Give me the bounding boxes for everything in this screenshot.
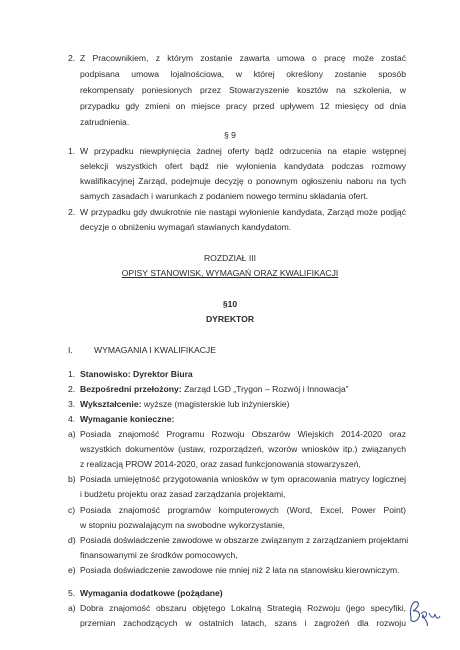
letter-mark: b) — [68, 474, 76, 484]
text-line: zatrudnienia. — [80, 117, 130, 127]
item-number: 2. — [68, 207, 76, 217]
item-number: 4. — [68, 414, 76, 424]
item-number: 3. — [68, 399, 76, 409]
text-line: samych zasadach i warunkach z podaniem nowego terminu składania ofert. — [80, 191, 369, 201]
item-number: 2. — [68, 53, 76, 63]
item-label: Wymagania dodatkowe (pożądane) — [80, 588, 223, 598]
item-label: Stanowisko: Dyrektor Biura — [80, 369, 193, 379]
item-value: Zarząd LGD „Trygon – Rozwój i Innowacja” — [181, 384, 349, 394]
text-line: Dobra znajomość obszaru objętego Lokalną Strategią Rozwoju (jego specyfiki, — [80, 603, 406, 613]
letter-mark: a) — [68, 429, 76, 439]
letter-mark: c) — [68, 505, 76, 515]
handwritten-initials — [405, 596, 445, 626]
list-item — [80, 384, 349, 395]
text-line: finansowanymi ze środków pomocowych, — [80, 550, 238, 560]
list-item — [80, 399, 290, 410]
item-value: wyższe (magisterskie lub inżynierskie) — [141, 399, 290, 409]
item-number: 1. — [68, 369, 76, 379]
text-line: Posiada doświadczenie zawodowe w obszarze związanym z zarządzaniem projektami — [80, 535, 409, 545]
text-line: Posiada umiejętność przygotowania wniosków w tym opracowania matrycy logicznej — [80, 474, 406, 484]
text-line: W przypadku niewpłynięcia żadnej oferty bądź odrzucenia na etapie wstępnej — [80, 146, 406, 156]
list-item — [80, 369, 193, 380]
section-heading: §10 — [222, 299, 238, 309]
text-line: Posiada znajomość Programu Rozwoju Obszarów Wiejskich 2014-2020 oraz — [80, 429, 406, 439]
item-number: 2. — [68, 384, 76, 394]
letter-mark: a) — [68, 603, 76, 613]
roman-number: I. — [68, 345, 73, 355]
item-number: 1. — [68, 146, 76, 156]
text-line: Posiada znajomość programów komputerowych (Word, Excel, Power Point) — [80, 505, 406, 515]
text-line: rekompensaty poniesionych przez Stowarzyszenie kosztów na szkolenia, w — [80, 85, 406, 95]
text-line: Z Pracownikiem, z którym zostanie zawarta umowa o pracę może zostać — [80, 53, 406, 63]
chapter-title: ROZDZIAŁ III — [203, 253, 257, 263]
item-label: Bezpośredni przełożony: — [80, 384, 182, 394]
text-line: kwalifikacyjnej Zarząd, podejmuje decyzję o ponownym ogłoszeniu naboru na tych — [80, 176, 406, 186]
text-line: podpisana umowa lojalnościowa, w której określony zostanie sposób — [80, 69, 406, 79]
item-number: 5. — [68, 588, 76, 598]
text-line: i budżetu projektu oraz zasad zarządzania projektami, — [80, 489, 286, 499]
text-line: przypadku gdy zmieni on miejsce pracy przed upływem 12 miesięcy od dnia — [80, 101, 406, 111]
text-line: w stopniu pozwalającym na swobodne wykorzystanie, — [80, 520, 285, 530]
section-heading: § 9 — [224, 130, 236, 140]
text-line: przemian zachodzących w ostatnich latach, szans i zagrożeń dla rozwoju — [80, 618, 406, 628]
letter-mark: e) — [68, 565, 76, 575]
chapter-subtitle: OPISY STANOWISK, WYMAGAŃ ORAZ KWALIFIKACJI — [121, 268, 339, 278]
list-item — [80, 414, 174, 425]
text-line: decyzje o obniżeniu wymagań stawianych kandydatom. — [80, 222, 292, 232]
text-line: selekcji wszystkich ofert bądź nie wyłonienia kandydata podczas rozmowy — [80, 161, 406, 171]
section-subheading: DYREKTOR — [205, 314, 255, 324]
letter-mark: d) — [68, 535, 76, 545]
text-line: z realizacją PROW 2014-2020, oraz zasad funkcjonowania stowarzyszeń, — [80, 459, 361, 469]
item-label: Wymaganie konieczne: — [80, 414, 175, 424]
item-label: Wykształcenie: — [80, 399, 142, 409]
subsection-title: WYMAGANIA I KWALIFIKACJE — [94, 345, 216, 355]
text-line: wszystkich dokumentów (ustaw, rozporządzeń, wzorów wniosków itp.) związanych — [80, 444, 406, 454]
text-line: W przypadku gdy dwukrotnie nie nastąpi wyłonienie kandydata, Zarząd może podjąć — [80, 207, 406, 217]
text-line: Posiada doświadczenie zawodowe nie mniej niż 2 lata na stanowisku kierowniczym. — [80, 565, 400, 575]
